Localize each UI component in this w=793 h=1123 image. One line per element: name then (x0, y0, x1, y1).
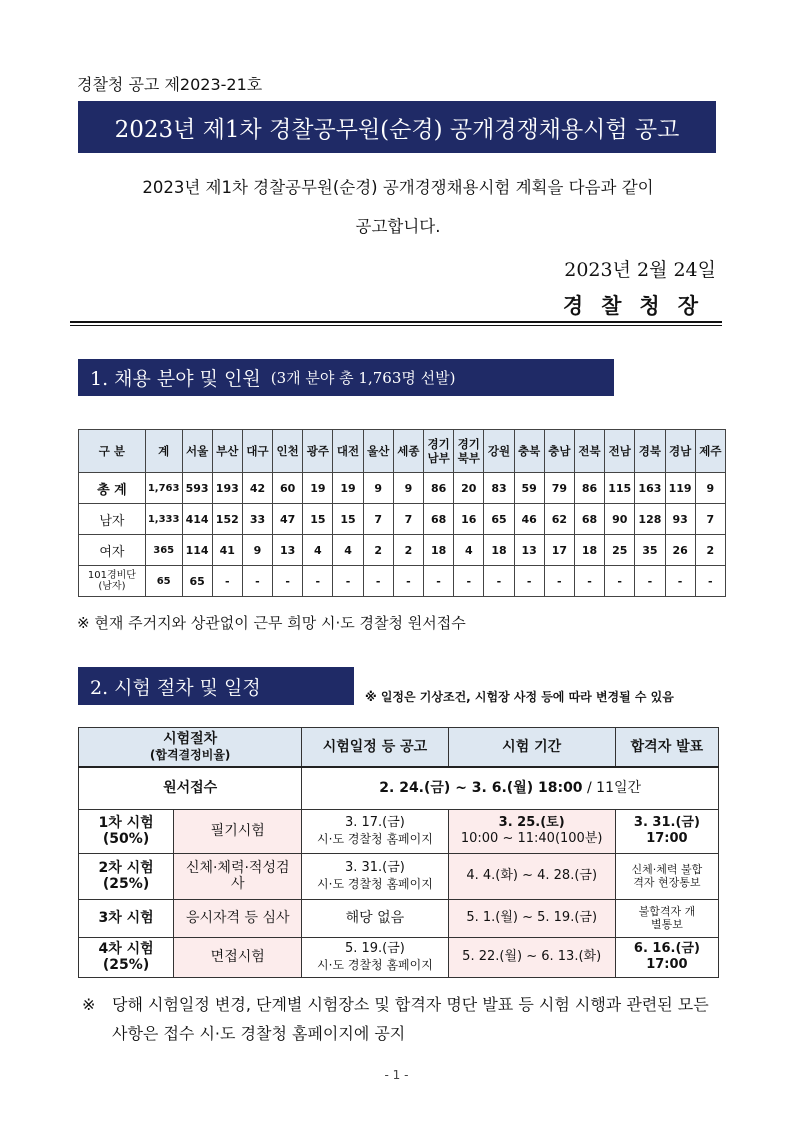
column-header: 전남 (605, 430, 635, 473)
stage-label (79, 937, 174, 977)
table-cell: 42 (242, 473, 272, 504)
stage-row-1 (79, 809, 719, 853)
page-number: - 1 - (384, 1068, 409, 1082)
table-cell: 33 (242, 504, 272, 535)
table-row (79, 473, 726, 504)
column-header: 경기 남부 (424, 430, 454, 473)
table-cell: - (212, 566, 242, 597)
section1-subtitle: (3개 분야 총 1,763명 선발) (270, 369, 456, 387)
row-label: 총 계 (79, 473, 146, 504)
table-cell: 47 (273, 504, 303, 535)
result-sub: 17:00 (646, 957, 688, 972)
table-cell: 115 (605, 473, 635, 504)
column-header: 인천 (273, 430, 303, 473)
table-cell: 19 (333, 473, 363, 504)
section1-heading (78, 359, 614, 396)
table-cell: 2 (363, 535, 393, 566)
column-header: 계 (145, 430, 182, 473)
table-cell: 26 (665, 535, 695, 566)
application-period-cell (302, 767, 719, 809)
stage-label (79, 809, 174, 853)
announce-date: 3. 17.(금) (344, 815, 405, 830)
notice-number: 경찰청 공고 제2023-21호 (77, 75, 263, 94)
header-procedure (79, 728, 302, 768)
section1-title: 1. 채용 분야 및 인원 (90, 368, 261, 390)
stage-row-4 (79, 937, 719, 977)
result-main: 3. 31.(금) (633, 815, 700, 830)
table-cell: - (605, 566, 635, 597)
column-header: 울산 (363, 430, 393, 473)
stage-ratio: (50%) (102, 831, 150, 847)
stage-announce (302, 853, 448, 899)
table-cell: - (484, 566, 514, 597)
announcement-date: 2023년 2월 24일 (564, 259, 716, 281)
table-cell: 114 (182, 535, 212, 566)
column-header: 세종 (393, 430, 423, 473)
section2-title: 2. 시험 절차 및 일정 (90, 676, 261, 699)
stage-result: 불합격자 개별통보 (615, 899, 718, 937)
stage-ratio: (25%) (102, 876, 150, 892)
table-cell: 18 (574, 535, 604, 566)
table-cell: - (242, 566, 272, 597)
column-header: 충북 (514, 430, 544, 473)
section1-note: ※ 현재 주거지와 상관없이 근무 희망 시·도 경찰청 원서접수 (77, 614, 466, 632)
table-cell: 18 (424, 535, 454, 566)
row-label: 남자 (79, 504, 146, 535)
table-cell: - (273, 566, 303, 597)
issuer-name: 경찰청장 (562, 294, 716, 318)
column-header: 전북 (574, 430, 604, 473)
schedule-table (78, 727, 719, 978)
period-sub: 10:00 ~ 11:40(100분) (460, 831, 603, 846)
table-cell: - (454, 566, 484, 597)
table-cell: 128 (635, 504, 665, 535)
announce-date: 3. 31.(금) (344, 860, 405, 875)
table-cell: 79 (544, 473, 574, 504)
stage-period: 4. 4.(화) ~ 4. 28.(금) (448, 853, 615, 899)
table-cell: 7 (393, 504, 423, 535)
table-cell: 46 (514, 504, 544, 535)
table-cell: 35 (635, 535, 665, 566)
table-cell: 7 (363, 504, 393, 535)
table-cell: - (333, 566, 363, 597)
stage-test-name: 면접시험 (174, 937, 302, 977)
table-cell: 9 (393, 473, 423, 504)
table-cell: 163 (635, 473, 665, 504)
stage-period: 5. 1.(월) ~ 5. 19.(금) (448, 899, 615, 937)
recruitment-table-header (79, 430, 726, 473)
table-cell: 16 (454, 504, 484, 535)
table-cell: 7 (695, 504, 725, 535)
table-row (79, 566, 726, 597)
table-cell: 86 (574, 473, 604, 504)
table-cell: 59 (514, 473, 544, 504)
stage-test-name: 응시자격 등 심사 (174, 899, 302, 937)
table-cell: 9 (695, 473, 725, 504)
table-cell: 17 (544, 535, 574, 566)
document-title: 2023년 제1차 경찰공무원(순경) 공개경쟁채용시험 공고 (78, 101, 716, 153)
stage-ratio: (25%) (102, 957, 150, 973)
recruitment-table (78, 429, 726, 597)
header-procedure-label: 시험절차 (163, 731, 218, 747)
column-header: 광주 (303, 430, 333, 473)
table-cell: 1,333 (145, 504, 182, 535)
stage-row-3 (79, 899, 719, 937)
header-rule-thin (70, 325, 722, 326)
column-header: 충남 (544, 430, 574, 473)
table-cell: 68 (424, 504, 454, 535)
stage-name: 4차 시험 (98, 941, 154, 957)
header-rule-thick (70, 321, 722, 323)
column-header: 강원 (484, 430, 514, 473)
table-cell: 4 (454, 535, 484, 566)
table-cell: 83 (484, 473, 514, 504)
row-label: 101경비단 (남자) (79, 566, 146, 597)
table-cell: 9 (363, 473, 393, 504)
intro-line-2: 공고합니다. (355, 217, 441, 236)
table-cell: 15 (333, 504, 363, 535)
announce-where: 시·도 경찰청 홈페이지 (317, 958, 433, 972)
table-cell: 62 (544, 504, 574, 535)
table-cell: 1,763 (145, 473, 182, 504)
section2-heading (78, 667, 354, 705)
header-result: 합격자 발표 (615, 728, 718, 768)
stage-result (615, 809, 718, 853)
table-cell: - (303, 566, 333, 597)
table-cell: 365 (145, 535, 182, 566)
announce-where: 시·도 경찰청 홈페이지 (317, 832, 433, 846)
table-cell: 86 (424, 473, 454, 504)
table-cell: 15 (303, 504, 333, 535)
table-cell: - (393, 566, 423, 597)
period-main: 3. 25.(토) (498, 815, 565, 830)
result-sub: 17:00 (646, 831, 688, 846)
schedule-table-header (79, 728, 719, 768)
header-period: 시험 기간 (448, 728, 615, 768)
footnote (82, 990, 722, 1048)
stage-row-2 (79, 853, 719, 899)
table-cell: 65 (145, 566, 182, 597)
stage-announce (302, 937, 448, 977)
table-cell: 13 (514, 535, 544, 566)
application-row (79, 767, 719, 809)
table-cell: - (544, 566, 574, 597)
table-cell: 25 (605, 535, 635, 566)
table-cell: 19 (303, 473, 333, 504)
column-header: 구 분 (79, 430, 146, 473)
stage-label: 3차 시험 (79, 899, 174, 937)
table-cell: 9 (242, 535, 272, 566)
row-label: 여자 (79, 535, 146, 566)
column-header: 경기 북부 (454, 430, 484, 473)
table-row (79, 535, 726, 566)
table-cell: 4 (303, 535, 333, 566)
table-cell: 4 (333, 535, 363, 566)
application-period: 2. 24.(금) ~ 3. 6.(월) 18:00 (379, 780, 583, 797)
announce-where: 시·도 경찰청 홈페이지 (317, 877, 433, 891)
announce-date: 5. 19.(금) (344, 941, 405, 956)
table-cell: 13 (273, 535, 303, 566)
table-cell: 60 (273, 473, 303, 504)
table-cell: 65 (484, 504, 514, 535)
table-cell: 414 (182, 504, 212, 535)
table-cell: 20 (454, 473, 484, 504)
stage-result (615, 937, 718, 977)
table-cell: 93 (665, 504, 695, 535)
stage-result: 신체·체력 불합격자 현장통보 (615, 853, 718, 899)
table-cell: - (514, 566, 544, 597)
intro-line-1: 2023년 제1차 경찰공무원(순경) 공개경쟁채용시험 계획을 다음과 같이 (142, 178, 654, 197)
footnote-text: 당해 시험일정 변경, 단계별 시험장소 및 합격자 명단 발표 등 시험 시행과 관련된 모든 사항은 접수 시·도 경찰청 홈페이지에 공지 (112, 995, 709, 1043)
stage-announce (302, 809, 448, 853)
stage-name: 1차 시험 (98, 815, 154, 831)
table-cell: - (363, 566, 393, 597)
stage-name: 2차 시험 (98, 860, 154, 876)
result-main: 6. 16.(금) (633, 941, 700, 956)
table-cell: 2 (695, 535, 725, 566)
table-row (79, 504, 726, 535)
table-cell: - (424, 566, 454, 597)
application-duration: / 11일간 (582, 780, 642, 797)
stage-test-name: 신체·체력·적성검사 (174, 853, 302, 899)
table-cell: 119 (665, 473, 695, 504)
table-cell: 593 (182, 473, 212, 504)
column-header: 대전 (333, 430, 363, 473)
table-cell: 152 (212, 504, 242, 535)
column-header: 대구 (242, 430, 272, 473)
table-cell: 68 (574, 504, 604, 535)
table-cell: 90 (605, 504, 635, 535)
table-cell: - (665, 566, 695, 597)
application-label: 원서접수 (79, 767, 302, 809)
footnote-mark: ※ (82, 995, 96, 1014)
column-header: 제주 (695, 430, 725, 473)
stage-period (448, 809, 615, 853)
table-cell: 65 (182, 566, 212, 597)
column-header: 경북 (635, 430, 665, 473)
stage-test-name: 필기시험 (174, 809, 302, 853)
column-header: 경남 (665, 430, 695, 473)
table-cell: - (695, 566, 725, 597)
schedule-note: ※ 일정은 기상조건, 시험장 사정 등에 따라 변경될 수 있음 (365, 690, 674, 704)
stage-announce: 해당 없음 (302, 899, 448, 937)
header-announce: 시험일정 등 공고 (302, 728, 448, 768)
table-cell: 41 (212, 535, 242, 566)
stage-label (79, 853, 174, 899)
table-cell: - (635, 566, 665, 597)
table-cell: - (574, 566, 604, 597)
table-cell: 2 (393, 535, 423, 566)
header-procedure-sub: (합격결정비율) (149, 748, 231, 762)
table-cell: 193 (212, 473, 242, 504)
stage-period: 5. 22.(월) ~ 6. 13.(화) (448, 937, 615, 977)
column-header: 부산 (212, 430, 242, 473)
table-cell: 18 (484, 535, 514, 566)
column-header: 서울 (182, 430, 212, 473)
